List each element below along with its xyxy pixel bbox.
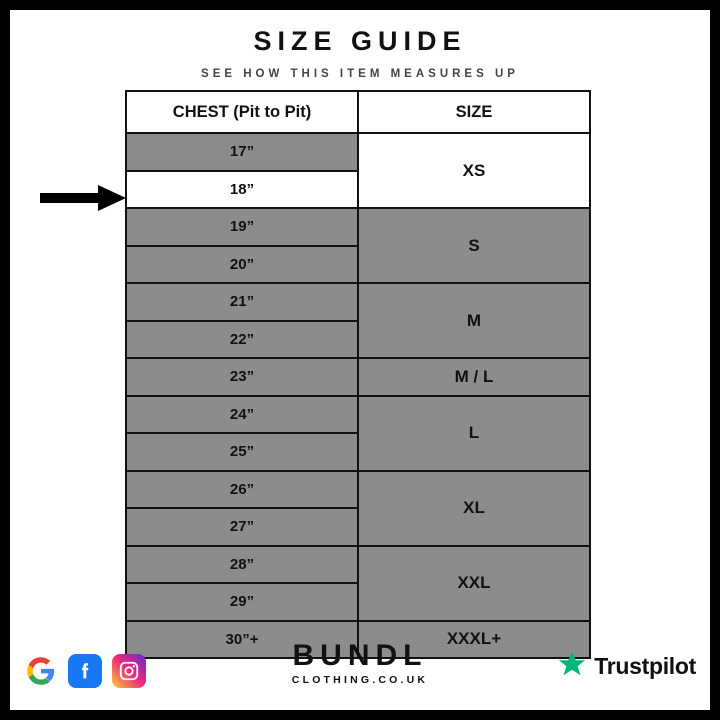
footer xyxy=(10,626,710,696)
size-value: M / L xyxy=(358,358,590,396)
brand-name: BUNDL xyxy=(292,638,428,672)
table-row xyxy=(126,396,590,434)
brand-subtitle: CLOTHING.CO.UK xyxy=(291,674,429,686)
chest-value: 18” xyxy=(126,171,358,209)
chest-value: 30”+ xyxy=(126,621,358,659)
trustpilot-star-icon xyxy=(557,649,587,684)
table-row xyxy=(126,133,590,171)
page-title: SIZE GUIDE xyxy=(253,26,467,56)
size-guide-card xyxy=(10,10,710,710)
table-row xyxy=(126,208,590,246)
chest-value: 29” xyxy=(126,583,358,621)
size-value: S xyxy=(358,208,590,283)
pointer-arrow-icon xyxy=(40,185,126,211)
size-value: L xyxy=(358,396,590,471)
size-table xyxy=(125,90,591,659)
size-value: M xyxy=(358,283,590,358)
table-header-row xyxy=(126,91,590,133)
chest-value: 26” xyxy=(126,471,358,509)
size-value: XXL xyxy=(358,546,590,621)
table-row xyxy=(126,283,590,321)
trustpilot-label: Trustpilot xyxy=(594,653,696,679)
column-header-size: SIZE xyxy=(358,91,590,133)
chest-value: 20” xyxy=(126,246,358,284)
chest-value: 22” xyxy=(126,321,358,359)
size-value: XS xyxy=(358,133,590,208)
chest-value: 24” xyxy=(126,396,358,434)
chest-value: 21” xyxy=(126,283,358,321)
chest-value: 27” xyxy=(126,508,358,546)
chest-value: 28” xyxy=(126,546,358,584)
table-row xyxy=(126,471,590,509)
table-row xyxy=(126,546,590,584)
trustpilot-badge[interactable] xyxy=(557,649,696,684)
column-header-chest: CHEST (Pit to Pit) xyxy=(126,91,358,133)
size-value: XL xyxy=(358,471,590,546)
chest-value: 19” xyxy=(126,208,358,246)
table-row xyxy=(126,358,590,396)
size-value: XXXL+ xyxy=(358,621,590,659)
chest-value: 23” xyxy=(126,358,358,396)
size-table-wrapper xyxy=(125,90,591,659)
page-subtitle: SEE HOW THIS ITEM MEASURES UP xyxy=(201,68,519,80)
chest-value: 25” xyxy=(126,433,358,471)
chest-value: 17” xyxy=(126,133,358,171)
